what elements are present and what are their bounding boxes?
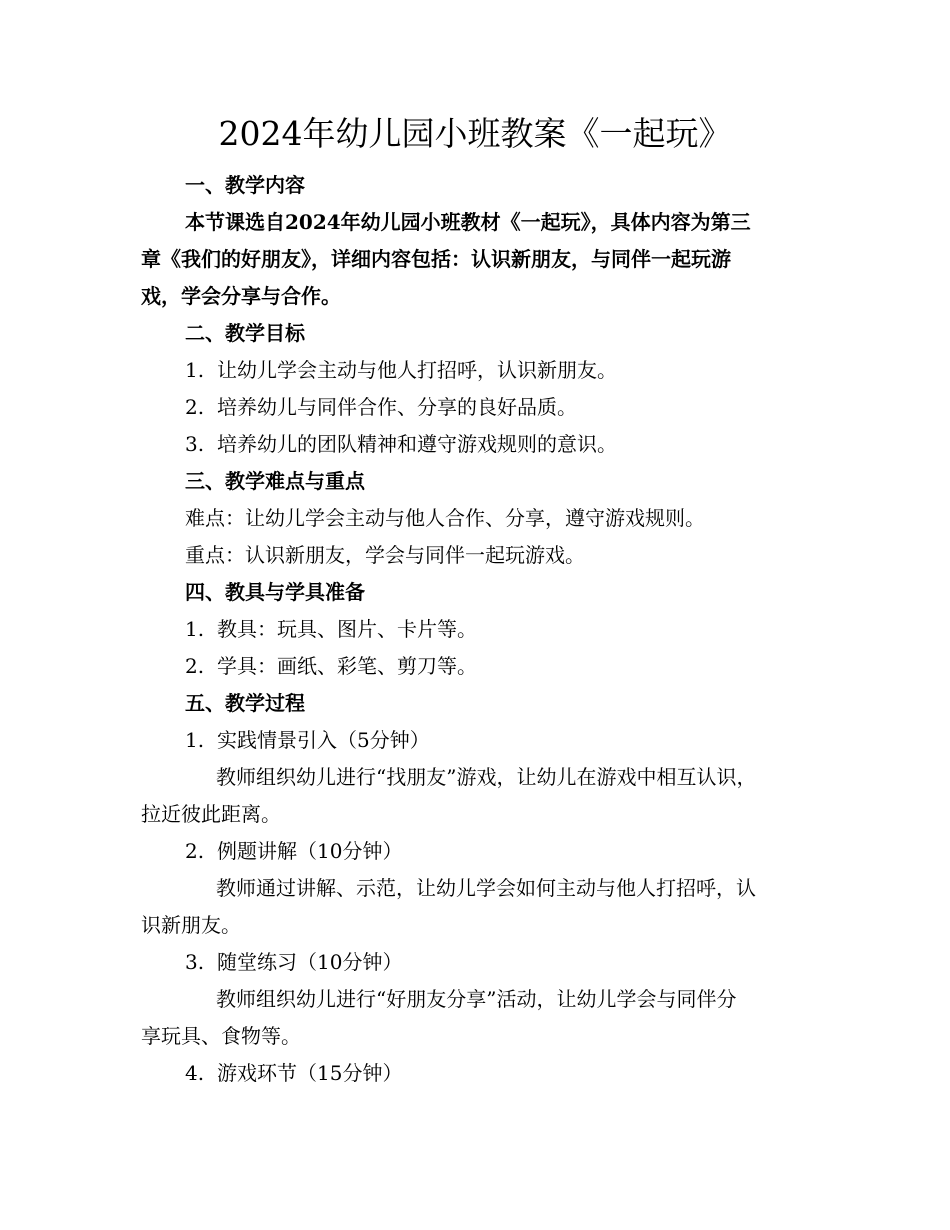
key-point-text: 重点：认识新朋友，学会与同伴一起玩游戏。 xyxy=(185,543,585,567)
list-text: 教具：玩具、图片、卡片等。 xyxy=(217,617,477,641)
section-heading-difficulty: 三、教学难点与重点 xyxy=(185,469,365,493)
list-text: 实践情景引入（5分钟） xyxy=(217,728,430,752)
section-heading-content: 一、教学内容 xyxy=(185,173,305,197)
list-text: 游戏环节（15分钟） xyxy=(217,1061,403,1085)
process-step-desc-line-2: 拉近彼此距离。 xyxy=(141,802,281,826)
process-step-desc-line-1: 教师组织幼儿进行“好朋友分享”活动，让幼儿学会与同伴分 xyxy=(216,987,737,1011)
material-item xyxy=(185,652,477,680)
list-text: 随堂练习（10分钟） xyxy=(217,950,403,974)
page-title: 2024年幼儿园小班教案《一起玩》 xyxy=(218,114,732,153)
goal-item xyxy=(185,430,617,458)
list-number: 3. xyxy=(185,432,205,456)
process-step-desc-line-2: 享玩具、食物等。 xyxy=(141,1024,301,1048)
process-step-desc-line-1: 教师组织幼儿进行“找朋友”游戏，让幼儿在游戏中相互认识， xyxy=(216,765,757,789)
list-number: 1. xyxy=(185,728,205,752)
process-step-title xyxy=(185,1059,402,1087)
process-step-desc-line-2: 识新朋友。 xyxy=(141,913,241,937)
list-text: 让幼儿学会主动与他人打招呼，认识新朋友。 xyxy=(217,358,617,382)
list-number: 2. xyxy=(185,839,205,863)
list-text: 例题讲解（10分钟） xyxy=(217,839,403,863)
section-heading-goals: 二、教学目标 xyxy=(185,321,305,345)
list-number: 1. xyxy=(185,617,205,641)
goal-item xyxy=(185,393,577,421)
content-paragraph-line-2: 章《我们的好朋友》，详细内容包括：认识新朋友，与同伴一起玩游 xyxy=(141,247,731,271)
list-text: 学具：画纸、彩笔、剪刀等。 xyxy=(217,654,477,678)
section-heading-materials: 四、教具与学具准备 xyxy=(185,580,365,604)
goal-item xyxy=(185,356,617,384)
list-number: 4. xyxy=(185,1061,205,1085)
list-number: 1. xyxy=(185,358,205,382)
material-item xyxy=(185,615,477,643)
list-number: 2. xyxy=(185,395,205,419)
process-step-title xyxy=(185,948,402,976)
process-step-title xyxy=(185,837,402,865)
list-text: 培养幼儿与同伴合作、分享的良好品质。 xyxy=(217,395,577,419)
list-number: 3. xyxy=(185,950,205,974)
difficulty-text: 难点：让幼儿学会主动与他人合作、分享，遵守游戏规则。 xyxy=(185,506,705,530)
list-text: 培养幼儿的团队精神和遵守游戏规则的意识。 xyxy=(217,432,617,456)
process-step-title xyxy=(185,726,430,754)
list-number: 2. xyxy=(185,654,205,678)
content-paragraph-line-3: 戏，学会分享与合作。 xyxy=(141,284,341,308)
section-heading-process: 五、教学过程 xyxy=(185,691,305,715)
content-paragraph-line-1: 本节课选自2024年幼儿园小班教材《一起玩》，具体内容为第三 xyxy=(185,210,751,234)
process-step-desc-line-1: 教师通过讲解、示范，让幼儿学会如何主动与他人打招呼，认 xyxy=(216,876,756,900)
